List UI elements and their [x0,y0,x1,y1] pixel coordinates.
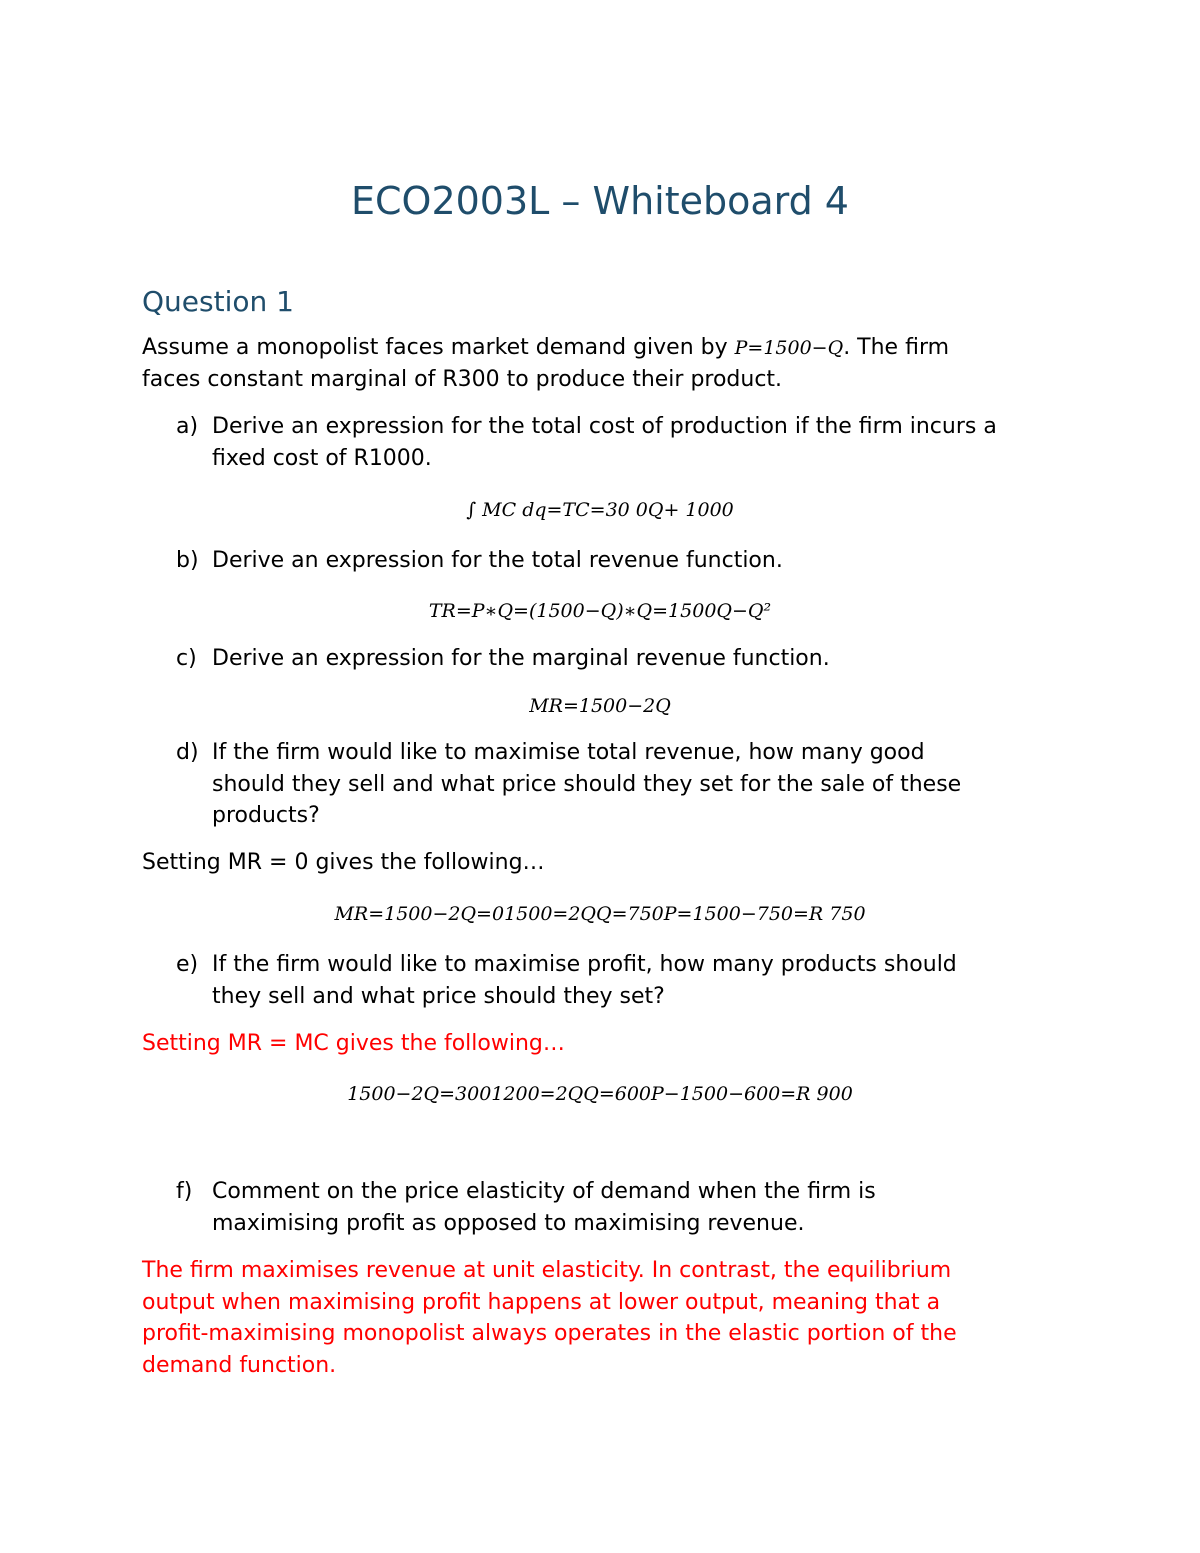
item-b-line-1: Derive an expression for the total revenue function. [212,548,783,573]
item-d-text [212,737,1072,832]
item-a-label: a) [176,414,199,439]
item-b-text [212,545,1072,577]
item-f-line-1: Comment on the price elasticity of demand when the firm is [212,1179,876,1204]
intro-line-2: faces constant marginal of R300 to produce their product. [142,367,783,392]
item-c-label: c) [176,646,197,671]
intro-text-after: . The firm [843,335,950,360]
item-e-label: e) [176,952,199,977]
equation-revenue-max: MR=1500−2Q=01500=2QQ=750P=1500−750=R 750 [334,903,866,925]
question-heading: Question 1 [142,285,294,318]
intro-line-1 [142,332,949,364]
equation-marginal-revenue: MR=1500−2Q [529,695,671,717]
item-f-label: f) [176,1179,193,1204]
answer-f-paragraph [142,1255,957,1381]
answer-d-setup: Setting MR = 0 gives the following… [142,850,545,875]
equation-total-revenue: TR=P∗Q=(1500−Q)∗Q=1500Q−Q² [428,600,772,622]
item-d-label: d) [176,740,199,765]
answer-f-line-3: profit-maximising monopolist always operates in the elastic portion of the [142,1321,957,1346]
item-a-line-1: Derive an expression for the total cost of production if the firm incurs a [212,414,997,439]
item-f-line-2: maximising profit as opposed to maximising revenue. [212,1210,805,1236]
item-c-text [212,643,1072,675]
intro-inline-equation: P=1500−Q [734,337,844,359]
answer-f-line-4: demand function. [142,1352,337,1378]
intro-text-before: Assume a monopolist faces market demand given by [142,335,735,360]
document-title: ECO2003L – Whiteboard 4 [351,179,849,223]
item-d-line-3: products? [212,803,320,828]
item-e-line-2: they sell and what price should they set? [212,983,665,1009]
item-b-label: b) [176,548,199,573]
item-e-text [212,949,1072,1012]
item-f-text [212,1176,1072,1239]
equation-profit-max: 1500−2Q=3001200=2QQ=600P−1500−600=R 900 [347,1083,853,1105]
item-a-text [212,411,1072,474]
equation-total-cost: ∫ MC dq=TC=30 0Q+ 1000 [466,499,734,521]
answer-f-line-2: output when maximising profit happens at lower output, meaning that a [142,1289,941,1315]
item-c-line-1: Derive an expression for the marginal revenue function. [212,646,830,671]
item-d-line-1: If the firm would like to maximise total revenue, how many good [212,740,925,765]
answer-e-setup: Setting MR = MC gives the following… [142,1031,565,1056]
answer-f-line-1: The firm maximises revenue at unit elasticity. In contrast, the equilibrium [142,1258,952,1283]
item-a-line-2: fixed cost of R1000. [212,445,432,471]
item-d-line-2: should they sell and what price should they set for the sale of these [212,771,962,797]
item-e-line-1: If the firm would like to maximise profit, how many products should [212,952,957,977]
